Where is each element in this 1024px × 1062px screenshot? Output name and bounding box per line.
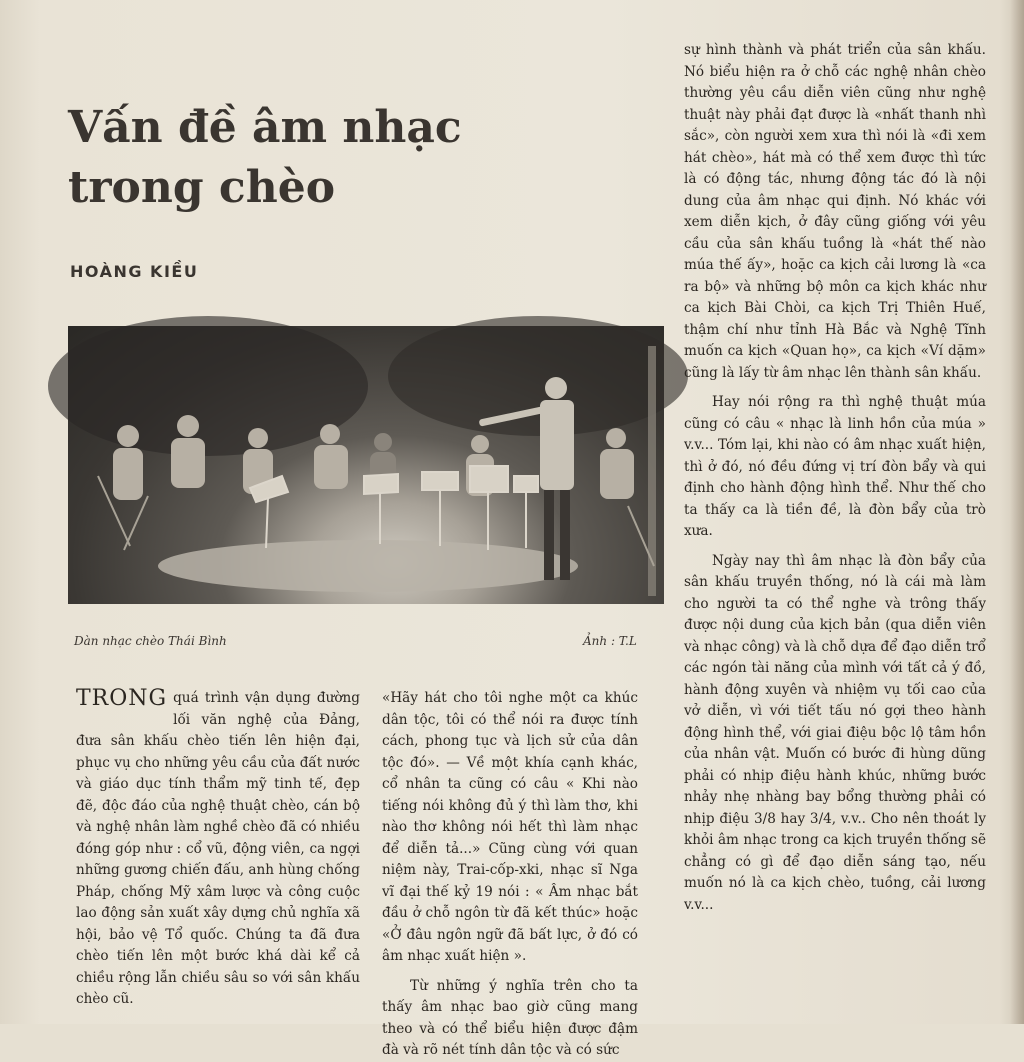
article-column-right: [684, 40, 986, 1024]
page-edge-shadow: [1010, 0, 1024, 1024]
dropcap: TRONG: [76, 686, 168, 711]
paragraph: Ngày nay thì âm nhạc là đòn bẩy của sân khấu truyền thống, nó là cái mà làm cho người ta có thể nghe và trông thấy được nội dung của kịch bản (qua diễn viên và nhạc công) và là chỗ dựa để đạo diễn trổ các ngón tài năng của mình với tất cả ý đồ, hành động xuyên và nhiệm vụ tối cao của vở diễn, vì với tiết tấu nó gợi theo hành động hình thể, với giai điệu bộc lộ tâm hồn của nhân vật. Muốn có bước đi hùng dũng phải có nhịp điệu hành khúc, những bước nhảy nhẹ nhàng bay bổng thường phải có nhịp điệu 3/8 hay 3/4, v.v.. Cho nên thoát ly khỏi âm nhạc trong ca kịch truyền thống sẽ chẳng có gì để đạo diễn sáng tạo, nếu muốn nó là ca kịch chèo, tuồng, cải lương v.v...: [684, 552, 986, 913]
orchestra-photo-illustration: [68, 326, 664, 604]
orchestra-photo: [68, 326, 664, 604]
photo-caption: Dàn nhạc chèo Thái Bình: [74, 634, 227, 648]
photo-credit: Ảnh : T.L: [583, 634, 637, 648]
paragraph: «Hãy hát cho tôi nghe một ca khúc dân tộc, tôi có thể nói ra được tính cách, phong tục và lịch sử của dân tộc đó». — Về một khía cạnh khác, cổ nhân ta cũng có câu « Khi nào tiếng nói không đủ ý thì làm thơ, khi nào thơ không nói hết thì làm nhạc để diễn tả...» Cũng cùng với quan niệm này, Trai-cốp-xki, nhạc sĩ Nga vĩ đại thế kỷ 19 nói : « Âm nhạc bắt đầu ở chỗ ngôn từ đã kết thúc» hoặc «Ở đâu ngôn ngữ đã bất lực, ở đó có âm nhạc xuất hiện ».: [382, 690, 638, 964]
paragraph: sự hình thành và phát triển của sân khấu. Nó biểu hiện ra ở chỗ các nghệ nhân chèo thường yêu cầu diễn viên cũng như nghệ thuật này phải đạt được là «nhất thanh nhì sắc», còn người xem xưa thì nói là «đi xem hát chèo», hát mà có thể xem được thì tức là có động tác, nhưng động tác đó là nội dung của âm nhạc qui định. Nó khác với xem diễn kịch, ở đây cũng giống với yêu cầu của sân khấu tuồng là «hát thế nào múa thế ấy», hoặc ca kịch cải lương là «ca ra bộ» và những bộ môn ca kịch khác như ca kịch Bài Chòi, ca kịch Trị Thiên Huế, thậm chí như tỉnh Hà Bắc và Nghệ Tĩnh muốn ca kịch «Quan họ», ca kịch «Ví dặm» cũng là lấy từ âm nhạc lên thành sân khấu.: [684, 42, 986, 381]
paragraph: Từ những ý nghĩa trên cho ta thấy âm nhạc bao giờ cũng mang theo và có thể biểu hiện được đậm đà và rõ nét tính dân tộc và có sức: [382, 977, 638, 1058]
paragraph-text: quá trình vận dụng đường lối văn nghệ của Đảng, đưa sân khấu chèo tiến lên hiện đại, phục vụ cho những yêu cầu của đất nước và giáo dục tính thẩm mỹ tinh tế, đẹp đẽ, độc đáo của nghệ thuật chèo, cán bộ và nghệ nhân làm nghề chèo đã có nhiều đóng góp như : cổ vũ, động viên, ca ngợi những gương chiến đấu, anh hùng chống Pháp, chống Mỹ xâm lược và công cuộc lao động sản xuất xây dựng chủ nghĩa xã hội, bảo vệ Tổ quốc. Chúng ta đã đưa chèo tiến lên một bước khá dài kể cả chiều rộng lẫn chiều sâu so với sân khấu chèo cũ.: [76, 690, 360, 1007]
paragraph: Hay nói rộng ra thì nghệ thuật múa cũng có câu « nhạc là linh hồn của múa » v.v... Tóm lại, khi nào có âm nhạc xuất hiện, thì ở đó, nó đều đứng vị trí đòn bẩy và qui định cho hành động hình thể. Như thế cho ta thấy ca là tiền đề, là đòn bẩy của trò xưa.: [684, 394, 986, 539]
article-column-left: [76, 688, 360, 1024]
article-author: HOÀNG KIỀU: [70, 262, 199, 281]
paragraph: [76, 688, 360, 1011]
article-title: Vấn đề âm nhạc trong chèo: [68, 102, 462, 213]
article-column-middle: [382, 688, 638, 1058]
